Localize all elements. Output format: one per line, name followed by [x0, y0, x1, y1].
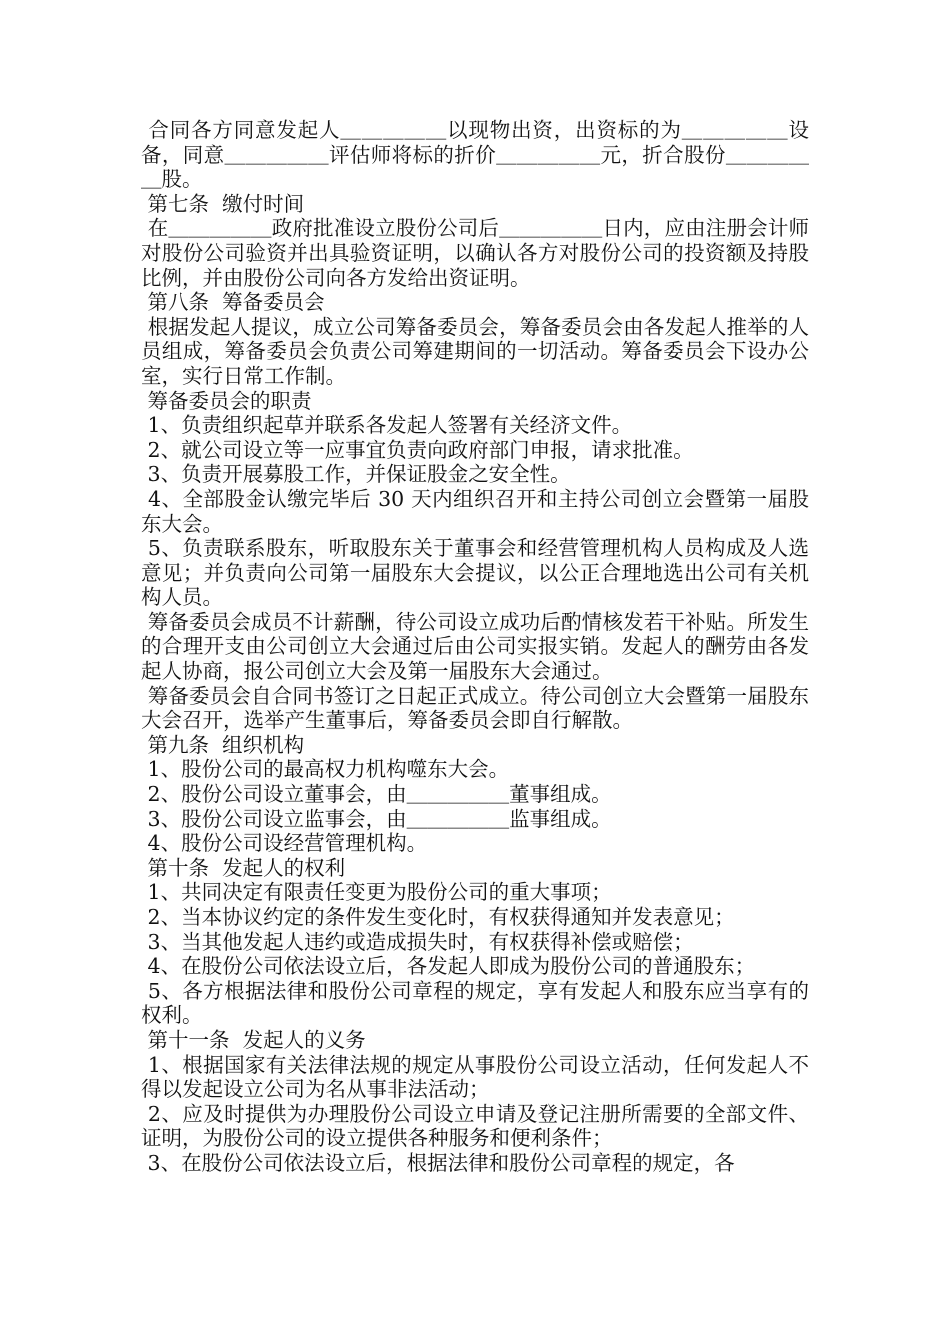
list-item: 2、就公司设立等一应事宜负责向政府部门申报，请求批准。	[141, 437, 694, 462]
list-item: 4、股份公司设经营管理机构。	[141, 831, 428, 856]
paragraph-committee-establishment: 筹备委员会自合同书签订之日起正式成立。待公司创立大会暨第一届股东大会召开，选举产生董事后，筹备委员会即自行解散。	[141, 683, 809, 733]
list-item: 3、负责开展募股工作，并保证股金之安全性。	[141, 462, 571, 487]
paragraph-in-kind-contribution: 合同各方同意发起人＿＿＿＿＿以现物出资，出资标的为＿＿＿＿＿设备，同意＿＿＿＿＿评估师将标的折价＿＿＿＿＿元，折合股份＿＿＿＿＿股。	[141, 118, 809, 192]
paragraph-committee-compensation: 筹备委员会成员不计薪酬，待公司设立成功后酌情核发若干补贴。所发生的合理开支由公司创立大会通过后由公司实报实销。发起人的酬劳由各发起人协商，报公司创立大会及第一届股东大会通过。	[141, 609, 809, 684]
list-item: 3、在股份公司依法设立后，根据法律和股份公司章程的规定，各	[141, 1150, 735, 1175]
list-item: 2、股份公司设立董事会，由＿＿＿＿＿董事组成。	[141, 782, 612, 807]
list-item: 1、共同决定有限责任变更为股份公司的重大事项；	[141, 880, 612, 905]
paragraph-preparatory-committee: 根据发起人提议，成立公司筹备委员会，筹备委员会由各发起人推举的人员组成，筹备委员会负责公司筹建期间的一切活动。筹备委员会下设办公室，实行日常工作制。	[141, 314, 809, 388]
list-item: 3、当其他发起人违约或造成损失时，有权获得补偿或赔偿；	[141, 929, 694, 954]
list-item: 1、根据国家有关法律法规的规定从事股份公司设立活动，任何发起人不得以发起设立公司为名从事非法活动；	[141, 1052, 809, 1102]
list-item: 4、在股份公司依法设立后，各发起人即成为股份公司的普通股东；	[141, 954, 756, 979]
heading-article-8: 第八条 筹备委员会	[141, 290, 325, 315]
list-item: 4、全部股金认缴完毕后 30 天内组织召开和主持公司创立会暨第一届股东大会。	[141, 486, 809, 536]
paragraph-payment-time: 在＿＿＿＿＿政府批准设立股份公司后＿＿＿＿＿日内，应由注册会计师对股份公司验资并出具验资证明，以确认各方对股份公司的投资额及持股比例，并由股份公司向各方发给出资证明。	[141, 216, 809, 290]
heading-article-11: 第十一条 发起人的义务	[141, 1027, 366, 1052]
list-item: 5、各方根据法律和股份公司章程的规定，享有发起人和股东应当享有的权利。	[141, 978, 809, 1028]
heading-article-7: 第七条 缴付时间	[141, 191, 305, 216]
list-item: 2、应及时提供为办理股份公司设立申请及登记注册所需要的全部文件、证明，为股份公司的设立提供各种服务和便利条件；	[141, 1101, 809, 1151]
list-item: 5、负责联系股东，听取股东关于董事会和经营管理机构人员构成及人选意见；并负责向公司第一届股东大会提议，以公正合理地选出公司有关机构人员。	[141, 536, 809, 610]
list-item: 2、当本协议约定的条件发生变化时，有权获得通知并发表意见；	[141, 905, 735, 929]
heading-article-9: 第九条 组织机构	[141, 732, 305, 757]
list-item: 3、股份公司设立监事会，由＿＿＿＿＿监事组成。	[141, 806, 612, 831]
heading-article-10: 第十条 发起人的权利	[141, 855, 346, 880]
document-page	[141, 118, 809, 1176]
list-item: 1、负责组织起草并联系各发起人签署有关经济文件。	[141, 413, 633, 438]
subheading-committee-duties: 筹备委员会的职责	[141, 388, 312, 413]
list-item: 1、股份公司的最高权力机构噬东大会。	[141, 757, 510, 782]
